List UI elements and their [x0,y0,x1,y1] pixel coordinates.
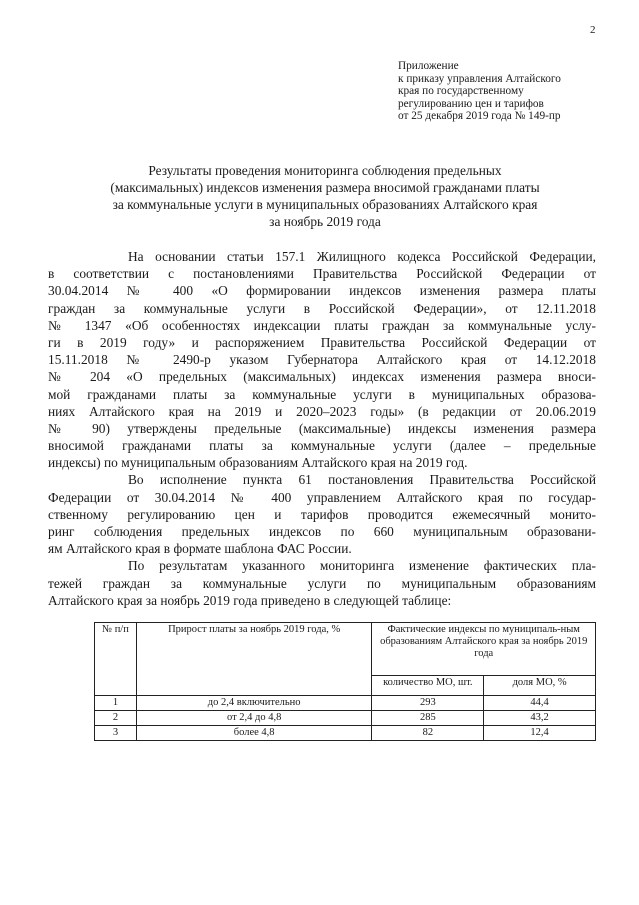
paragraph-line: граждан за коммунальные услуги в Российской Федерации», от 12.11.2018 [48,300,596,316]
header-count: количество МО, шт. [372,675,484,695]
paragraph-line: Во исполнение пункта 61 постановления Правительства Российской [128,472,596,488]
appendix-line: к приказу управления Алтайского [398,72,561,85]
cell-count: 82 [372,726,484,741]
paragraph-line: № 204 «О предельных (максимальных) индексах изменения размера вноси- [48,369,596,385]
paragraph-line: ринг соблюдения предельных индексов по 660 муниципальным образовани- [48,524,596,539]
title-line: за ноябрь 2019 года [269,214,381,229]
table-row [95,711,596,726]
paragraph-line: вносимой гражданами платы за коммунальные услуги (далее – предельные [48,438,596,454]
paragraph-line: Федерации от 30.04.2014 № 400 управлением Алтайского края по государ- [48,489,596,505]
appendix-line: от 25 декабря 2019 года № 149-пр [398,110,561,123]
appendix-line: края по государственному [398,85,524,98]
document-title [70,162,580,230]
cell-num: 3 [95,726,137,741]
paragraph-line: мой гражданами платы за коммунальные услуги в муниципальных образова- [48,386,596,402]
paragraph-line: ниях Алтайского края на 2019 и 2020–2023 годы» (в редакции от 20.06.2019 [48,403,596,419]
cell-num: 2 [95,711,137,726]
paragraph-line: Алтайского края за ноябрь 2019 года приведено в следующей таблице: [48,592,452,608]
paragraph-line: ям Алтайского края в формате шаблона ФАС России. [48,541,352,557]
paragraph-line: На основании статьи 157.1 Жилищного кодекса Российской Федерации, [128,249,596,264]
paragraph-line: По результатам указанного мониторинга изменение фактических пла- [128,558,596,574]
cell-count: 293 [372,696,484,711]
table-row [95,696,596,711]
paragraph-line: 15.11.2018 № 2490-р указом Губернатора Алтайского края от 14.12.2018 [48,352,596,368]
header-group: Фактические индексы по муниципаль-ным образованиям Алтайского края за ноябрь 2019 года [372,623,596,676]
paragraph-line: № 1347 «Об особенностях индексации платы граждан за коммунальные услу- [48,317,596,333]
appendix-line: регулированию цен и тарифов [398,97,544,110]
title-line: за коммунальные услуги в муниципальных образованиях Алтайского края [112,197,538,212]
title-line: (максимальных) индексов изменения размера вносимой гражданами платы [110,180,540,195]
page-number: 2 [590,24,596,36]
cell-share: 12,4 [484,726,596,741]
paragraph-line: ги в 2019 году» и распоряжением Правительства Российской Федерации от [48,334,596,350]
cell-share: 43,2 [484,711,596,726]
paragraph-line: 30.04.2014 № 400 «О формировании индексов изменения размера платы [48,283,596,299]
title-line: Результаты проведения мониторинга соблюдения предельных [148,163,502,178]
header-num: № п/п [95,623,137,696]
paragraph-line: № 90) утверждены предельные (максимальные) индексы изменения размера [48,420,596,436]
appendix-line: Приложение [398,60,459,72]
cell-growth: от 2,4 до 4,8 [136,711,371,726]
cell-growth: до 2,4 включительно [136,696,371,711]
header-growth: Прирост платы за ноябрь 2019 года, % [136,623,371,696]
paragraph-line: ственному регулированию цен и тарифов проводится ежемесячный монито- [48,506,596,522]
cell-count: 285 [372,711,484,726]
cell-growth: более 4,8 [136,726,371,741]
document-body [48,248,596,609]
paragraph-line: тежей граждан за коммунальные услуги по муниципальным образованиям [48,575,596,591]
paragraph-line: в соответствии с постановлениями Правительства Российской Федерации от [48,266,596,282]
cell-share: 44,4 [484,696,596,711]
paragraph-line: индексы) по муниципальным образованиям Алтайского края на 2019 год. [48,455,468,471]
table-row [95,726,596,741]
results-table [94,622,596,741]
cell-num: 1 [95,696,137,711]
header-share: доля МО, % [484,675,596,695]
appendix-header [398,60,628,123]
